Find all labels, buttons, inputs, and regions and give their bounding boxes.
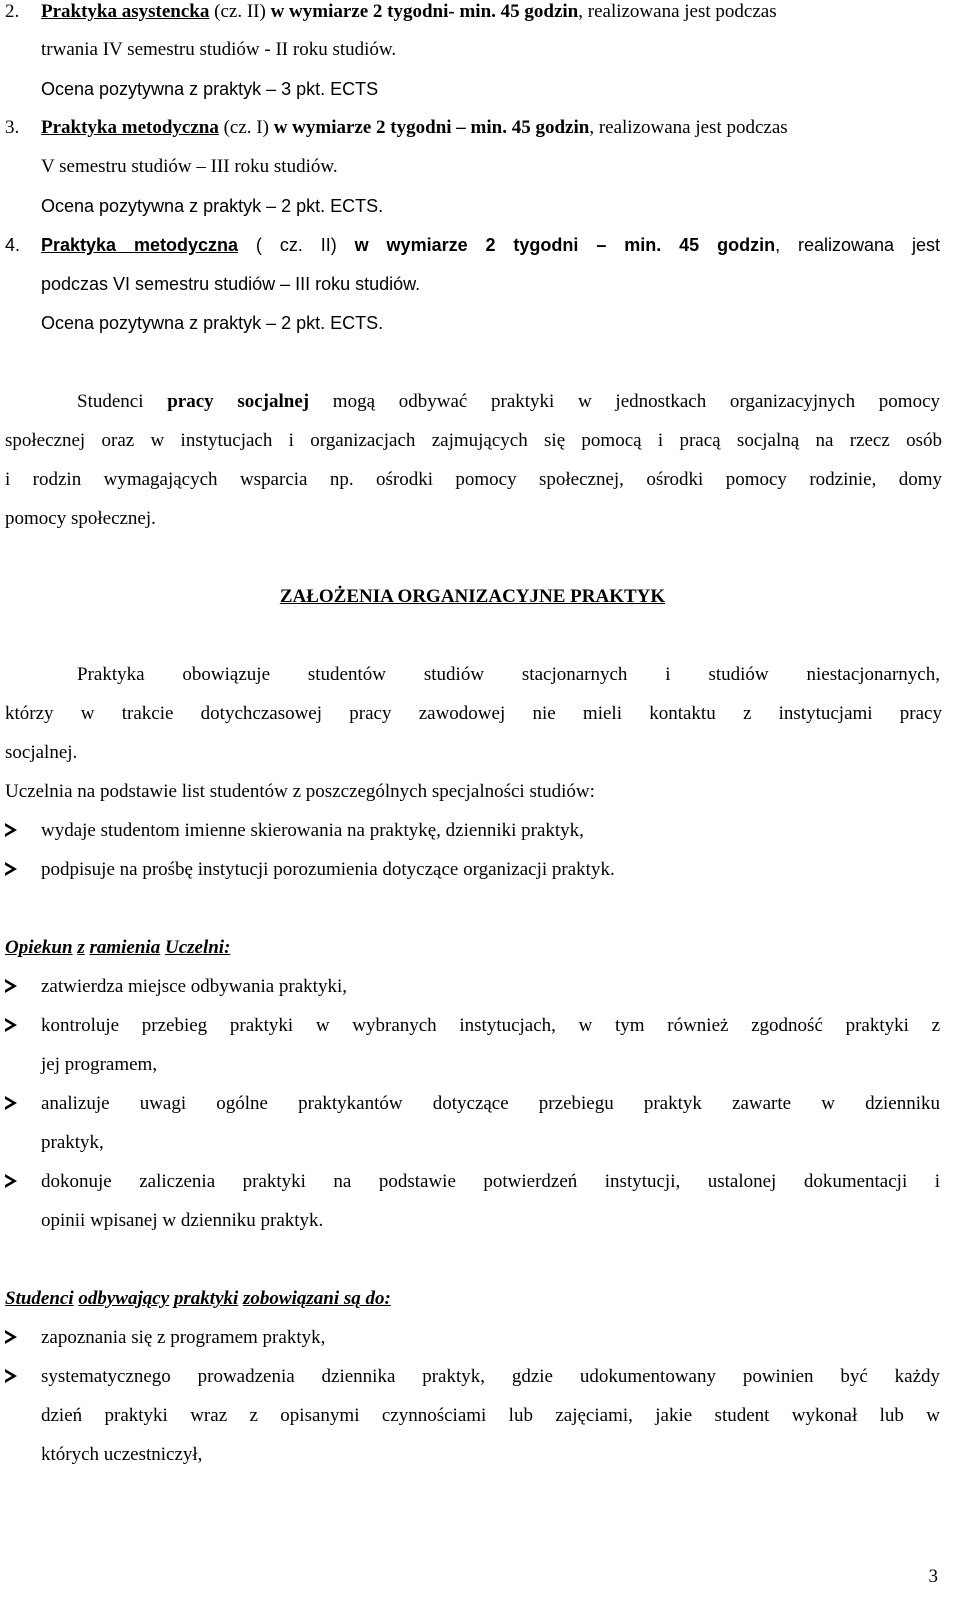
tutor-heading-a: Opiekun <box>5 937 73 958</box>
tutor-bullet-3-line-1: analizuje uwagi ogólne praktykantów dotyczące przebiegu praktyk zawarte w dzienniku <box>41 1093 940 1114</box>
list-item-4-ects: Ocena pozytywna z praktyk – 2 pkt. ECTS. <box>41 313 384 333</box>
list-item-2-line-2: trwania IV semestru studiów - II roku studiów. <box>41 39 397 60</box>
list-item-2-ects: Ocena pozytywna z praktyk – 3 pkt. ECTS <box>41 79 379 99</box>
tutor-bullet-4-line-1: dokonuje zaliczenia praktyki na podstawie potwierdzeń instytucji, ustalonej dokumentacji i <box>41 1171 940 1192</box>
list-item-3-line-1 <box>41 116 788 140</box>
tutor-bullet-3-line-2: praktyk, <box>41 1132 104 1153</box>
students-heading-d: zobowiązani są do: <box>243 1288 391 1309</box>
tutor-heading-b: z <box>77 937 85 958</box>
paragraph-assumptions-line-3: socjalnej. <box>5 742 78 763</box>
arrow-bullet-icon <box>5 1092 17 1116</box>
paragraph-social-line-4: pomocy społecznej. <box>5 508 156 529</box>
item-4-duration: w wymiarze 2 tygodni – min. 45 godzin <box>354 235 776 255</box>
list-item-4-line-2: podczas VI semestru studiów – III roku studiów. <box>41 274 421 294</box>
arrow-bullet-icon <box>5 975 17 999</box>
tutor-heading-d: Uczelni: <box>164 937 231 958</box>
list-item-4-line-1 <box>41 233 940 257</box>
item-3-title: Praktyka metodyczna <box>41 117 219 138</box>
item-4-tail: , realizowana jest <box>775 235 940 255</box>
students-bullet-2-line-2: dzień praktyki wraz z opisanymi czynnościami lub zajęciami, jakie student wykonał lub w <box>41 1405 940 1426</box>
tutor-bullet-1: zatwierdza miejsce odbywania praktyki, <box>41 976 347 997</box>
item-2-tail: , realizowana jest podczas <box>578 1 777 22</box>
para-social-rest: mogą odbywać praktyki w jednostkach organizacyjnych pomocy <box>309 391 941 412</box>
list-number-2: 2. <box>5 1 20 22</box>
tutor-bullet-2-line-2: jej programem, <box>41 1054 158 1075</box>
students-bullet-1: zapoznania się z programem praktyk, <box>41 1327 326 1348</box>
item-2-title: Praktyka asystencka <box>41 1 210 22</box>
paragraph-social-line-3: i rodzin wymagających wsparcia np. ośrodki pomocy społecznej, ośrodki pomocy rodzinie, domy <box>5 469 942 490</box>
arrow-bullet-icon <box>5 1170 17 1194</box>
list-item-2-line-1 <box>41 0 777 24</box>
section-heading: ZAŁOŻENIA ORGANIZACYJNE PRAKTYK <box>279 586 666 607</box>
para-social-bold: pracy socjalnej <box>167 391 310 412</box>
item-4-title: Praktyka metodyczna <box>41 235 238 255</box>
list-number-4: 4. <box>5 235 21 255</box>
arrow-bullet-icon <box>5 1014 17 1038</box>
para-social-start: Studenci <box>77 391 168 412</box>
list-number-3: 3. <box>5 117 20 138</box>
university-bullet-1: wydaje studentom imienne skierowania na praktykę, dzienniki praktyk, <box>41 820 584 841</box>
arrow-bullet-icon <box>5 819 17 843</box>
students-bullet-2-line-3: których uczestniczył, <box>41 1444 203 1465</box>
list-item-3-ects: Ocena pozytywna z praktyk – 2 pkt. ECTS. <box>41 196 384 216</box>
item-2-duration: w wymiarze 2 tygodni- min. 45 godzin <box>270 1 579 22</box>
item-3-tail: , realizowana jest podczas <box>589 117 788 138</box>
item-3-duration: w wymiarze 2 tygodni – min. 45 godzin <box>273 117 590 138</box>
paragraph-social-line-1 <box>77 390 940 414</box>
paragraph-assumptions-line-2: którzy w trakcie dotychczasowej pracy zawodowej nie mieli kontaktu z instytucjami pracy <box>5 703 942 724</box>
item-4-part: ( cz. II) <box>238 235 355 255</box>
item-2-part: (cz. II) <box>209 1 271 22</box>
page-number: 3 <box>928 1566 938 1587</box>
arrow-bullet-icon <box>5 858 17 882</box>
arrow-bullet-icon <box>5 1365 17 1389</box>
university-bullet-2: podpisuje na prośbę instytucji porozumienia dotyczące organizacji praktyk. <box>41 859 615 880</box>
paragraph-social-line-2: społecznej oraz w instytucjach i organizacjach zajmujących się pomocą i pracą socjalną na rzecz osób <box>5 430 942 451</box>
students-heading-a: Studenci <box>5 1288 74 1309</box>
tutor-bullet-2-line-1: kontroluje przebieg praktyki w wybranych instytucjach, w tym również zgodność praktyki z <box>41 1015 940 1036</box>
tutor-heading-c: ramienia <box>89 937 161 958</box>
students-heading-c: praktyki <box>173 1288 239 1309</box>
paragraph-assumptions-line-1: Praktyka obowiązuje studentów studiów stacjonarnych i studiów niestacjonarnych, <box>77 664 940 685</box>
arrow-bullet-icon <box>5 1326 17 1350</box>
students-bullet-2-line-1: systematycznego prowadzenia dziennika praktyk, gdzie udokumentowany powinien być każdy <box>41 1366 940 1387</box>
students-heading-b: odbywający <box>78 1288 170 1309</box>
students-heading <box>5 1287 391 1311</box>
tutor-bullet-4-line-2: opinii wpisanej w dzienniku praktyk. <box>41 1210 324 1231</box>
item-3-part: (cz. I) <box>218 117 274 138</box>
paragraph-assumptions-line-4: Uczelnia na podstawie list studentów z poszczególnych specjalności studiów: <box>5 781 595 802</box>
list-item-3-line-2: V semestru studiów – III roku studiów. <box>41 156 338 177</box>
tutor-heading <box>5 936 230 960</box>
